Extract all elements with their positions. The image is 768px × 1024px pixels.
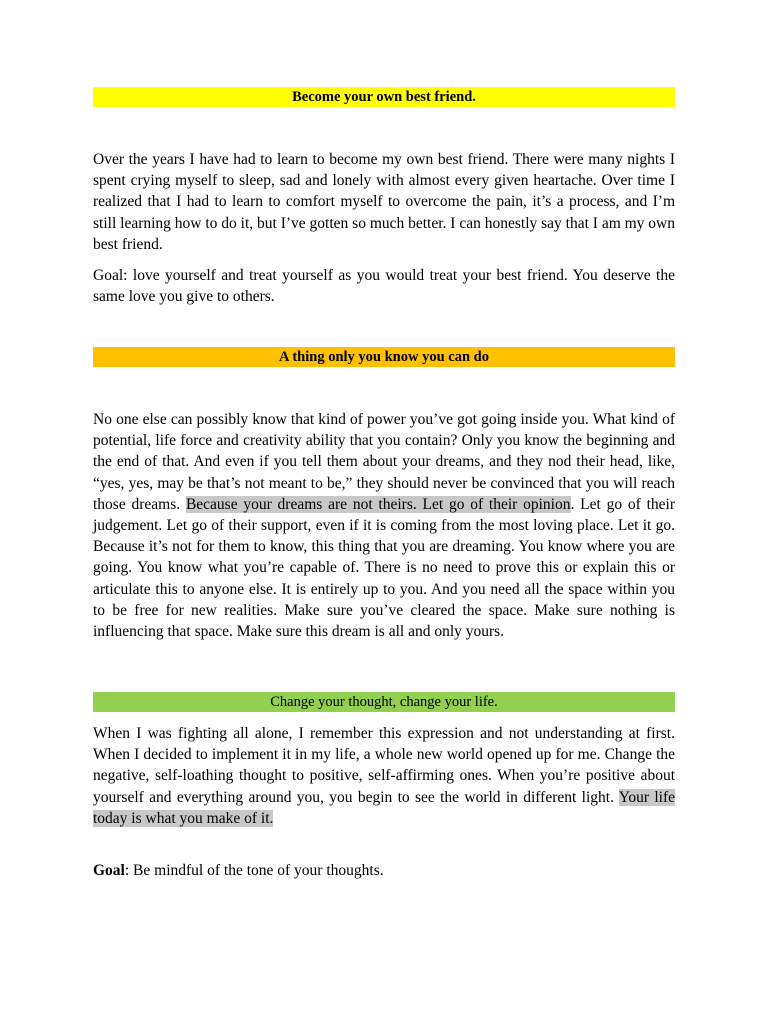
highlighted-text: Because your dreams are not theirs. Let go of their opinion	[185, 495, 571, 513]
goal-text: : Be mindful of the tone of your thoughts.	[124, 862, 384, 879]
highlighted-text: Your life today is what you make of it.	[93, 788, 675, 827]
paragraph-text: No one else can possibly know that kind of power you’ve got going inside you. What kind of potential, life force and creativity ability that you contain? Only you know the beginning and the end of that. And even if you tell them about your dreams, and they nod their head, like, “yes, yes, may be that’s not meant to be,” they should never be convinced that you will reach those dreams.	[93, 411, 675, 513]
goal-label: Goal	[93, 862, 125, 879]
heading-become-your-own-best-friend: Become your own best friend.	[93, 87, 675, 107]
paragraph-best-friend: Over the years I have had to learn to become my own best friend. There were many nights I spent crying myself to sleep, sad and lonely with almost every given heartache. Over time I realized that I had to learn to comfort myself to overcome the pain, it’s a process, and I’m still learning how to do it, but I’ve gotten so much better. I can honestly say that I am my own best friend.	[93, 151, 675, 253]
paragraph-fighting-alone	[93, 723, 675, 829]
paragraph-power-inside-you	[93, 409, 675, 642]
paragraph-goal-mindful	[93, 860, 675, 881]
paragraph-goal-love-yourself: Goal: love yourself and treat yourself as you would treat your best friend. You deserve the same love you give to others.	[93, 267, 675, 306]
heading-change-your-thought: Change your thought, change your life.	[93, 692, 675, 712]
heading-a-thing-only-you-know: A thing only you know you can do	[93, 347, 675, 367]
paragraph-text: . Let go of their judgement. Let go of their support, even if it is coming from the most loving place. Let it go. Because it’s not for them to know, this thing that you are dreaming. You know where you are going. You know what you’re capable of. There is no need to prove this or explain this or articulate this to anyone else. It is entirely up to you. And you need all the space within you to be free for new realities. Make sure you’ve cleared the space. Make sure nothing is influencing that space. Make sure this dream is all and only yours.	[93, 495, 675, 641]
paragraph-text: When I was fighting all alone, I remember this expression and not understanding at first. When I decided to implement it in my life, a whole new world opened up for me. Change the negative, self-loathing thought to positive, self-affirming ones. When you’re positive about yourself and everything around you, you begin to see the world in different light.	[93, 725, 675, 806]
